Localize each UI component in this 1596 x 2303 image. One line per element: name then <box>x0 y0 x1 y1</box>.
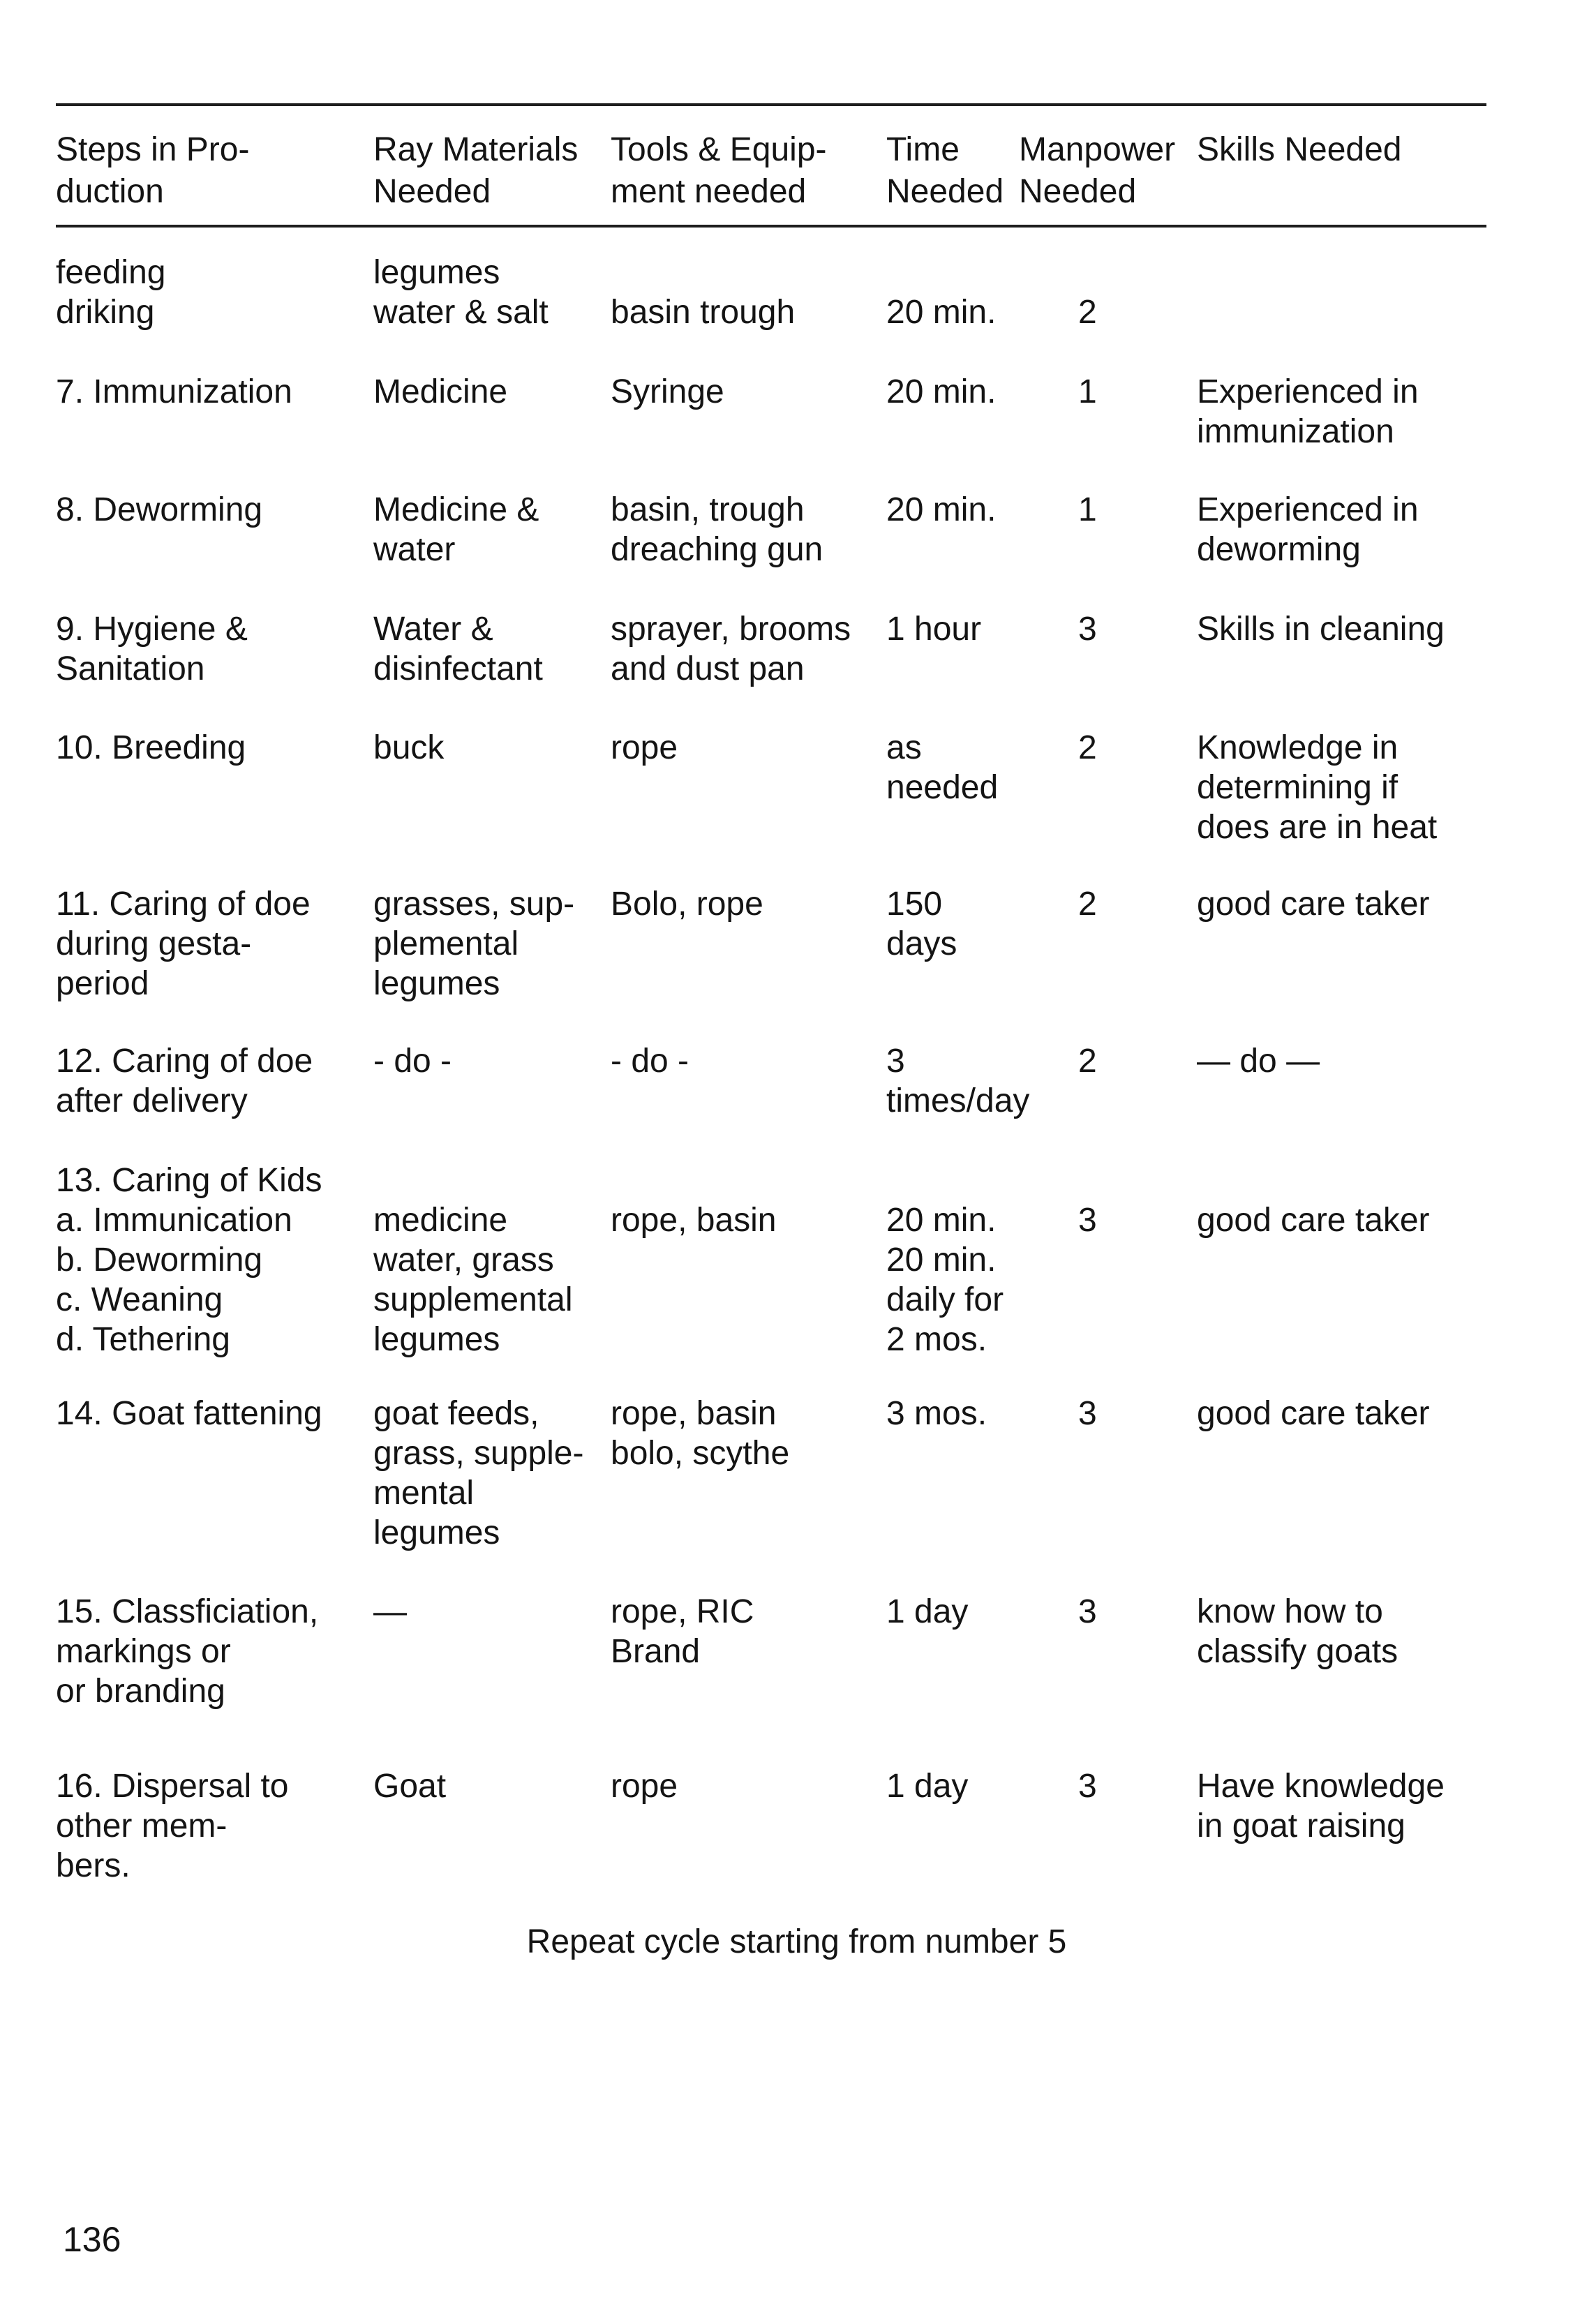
time-cell: 20 min. <box>886 491 997 528</box>
footer-note-text: Repeat cycle starting from number 5 <box>526 1923 1067 1960</box>
tools-cell: rope <box>611 729 678 766</box>
manpower-cell: 3 <box>1078 1395 1097 1432</box>
tools-cell: rope <box>611 1768 678 1805</box>
time-cell: 1 day <box>886 1768 969 1805</box>
step-cell: 14. Goat fattening <box>56 1395 322 1432</box>
manpower-cell: 3 <box>1078 1202 1097 1239</box>
tools-cell: rope, basin <box>611 1202 777 1239</box>
time-cell: 1 hour <box>886 611 982 648</box>
materials-cell: goat feeds, grass, supple- mental legumes <box>373 1395 584 1551</box>
header-bottom-rule <box>56 225 1486 228</box>
materials-cell: Water & disinfectant <box>373 611 543 687</box>
step-cell: 11. Caring of doe during gesta- period <box>56 886 311 1002</box>
manpower-cell: 2 <box>1078 294 1097 331</box>
step-cell: 9. Hygiene & Sanitation <box>56 611 248 687</box>
manpower-cell: 3 <box>1078 611 1097 648</box>
header-skills: Skills Needed <box>1197 131 1402 168</box>
page-number: 136 <box>63 2220 121 2259</box>
step-cell: 7. Immunization <box>56 373 292 410</box>
tools-cell: Bolo, rope <box>611 886 763 923</box>
header-steps: Steps in Pro- duction <box>56 131 250 210</box>
step-cell: 12. Caring of doe after delivery <box>56 1043 313 1119</box>
time-cell: 20 min. 20 min. daily for 2 mos. <box>886 1202 1004 1358</box>
materials-cell: buck <box>373 729 445 766</box>
tools-cell: - do - <box>611 1043 689 1080</box>
manpower-cell: 2 <box>1078 729 1097 766</box>
time-cell: 3 mos. <box>886 1395 987 1432</box>
materials-cell: grasses, sup- plemental legumes <box>373 886 575 1002</box>
skills-cell: know how to classify goats <box>1197 1593 1399 1670</box>
skills-cell: good care taker <box>1197 886 1430 923</box>
step-cell: 16. Dispersal to other mem- bers. <box>56 1768 289 1884</box>
header-time: Time Needed <box>886 131 1004 210</box>
step-cell: 15. Classficiation, markings or or branding <box>56 1593 319 1710</box>
manpower-cell: 2 <box>1078 886 1097 923</box>
tools-cell: basin trough <box>611 294 796 331</box>
materials-cell: medicine water, grass supplemental legumes <box>373 1202 573 1358</box>
header-tools: Tools & Equip- ment needed <box>611 131 827 210</box>
time-cell: 1 day <box>886 1593 969 1630</box>
tools-cell: rope, basin bolo, scythe <box>611 1395 790 1472</box>
skills-cell: Have knowledge in goat raising <box>1197 1768 1445 1844</box>
skills-cell: — do — <box>1197 1043 1320 1080</box>
materials-cell: Goat <box>373 1768 447 1805</box>
skills-cell: good care taker <box>1197 1395 1430 1432</box>
header-materials: Ray Materials Needed <box>373 131 579 210</box>
tools-cell: basin, trough dreaching gun <box>611 491 823 568</box>
time-cell: as needed <box>886 729 999 806</box>
time-cell: 20 min. <box>886 373 997 410</box>
skills-cell: Experienced in immunization <box>1197 373 1419 450</box>
skills-cell: Knowledge in determining if does are in heat <box>1197 729 1438 846</box>
tools-cell: sprayer, brooms and dust pan <box>611 611 851 687</box>
tools-cell: Syringe <box>611 373 724 410</box>
materials-cell: Medicine <box>373 373 508 410</box>
step-cell: 10. Breeding <box>56 729 246 766</box>
header-manpower: Manpower Needed <box>1019 131 1176 210</box>
manpower-cell: 2 <box>1078 1043 1097 1080</box>
time-cell: 150 days <box>886 886 957 962</box>
time-cell: 20 min. <box>886 294 997 331</box>
step-cell: 8. Deworming <box>56 491 263 528</box>
step-cell: 13. Caring of Kids a. Immunication b. Deworming c. Weaning d. Tethering <box>56 1162 322 1358</box>
step-cell: feeding driking <box>56 254 166 331</box>
materials-cell: - do - <box>373 1043 452 1080</box>
tools-cell: rope, RIC Brand <box>611 1593 754 1670</box>
manpower-cell: 1 <box>1078 373 1097 410</box>
time-cell: 3 times/day <box>886 1043 1030 1119</box>
manpower-cell: 3 <box>1078 1593 1097 1630</box>
skills-cell: good care taker <box>1197 1202 1430 1239</box>
table-top-rule <box>56 103 1486 106</box>
manpower-cell: 3 <box>1078 1768 1097 1805</box>
materials-cell: — <box>373 1593 407 1630</box>
skills-cell: Experienced in deworming <box>1197 491 1419 568</box>
materials-cell: Medicine & water <box>373 491 539 568</box>
manpower-cell: 1 <box>1078 491 1097 528</box>
materials-cell: legumes water & salt <box>373 254 549 331</box>
skills-cell: Skills in cleaning <box>1197 611 1445 648</box>
footer-note <box>0 1923 1596 1961</box>
